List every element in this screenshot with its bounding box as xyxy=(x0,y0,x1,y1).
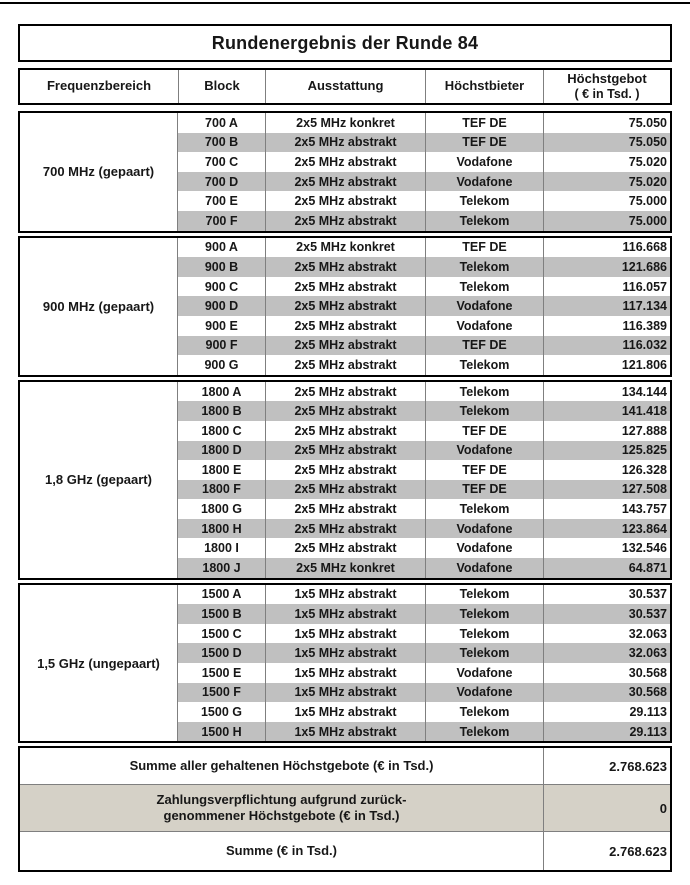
block-cell: 1500 E xyxy=(201,665,242,680)
band-rows xyxy=(178,382,670,578)
summary-label: Zahlungsverpflichtung aufgrund zurück- genommener Höchstgebote (€ in Tsd.) xyxy=(156,791,407,824)
bidder-cell: TEF DE xyxy=(425,113,543,133)
bid-cell: 32.063 xyxy=(543,624,670,644)
block-cell: 700 F xyxy=(205,213,238,228)
table-row xyxy=(178,211,670,231)
block-cell: 900 D xyxy=(204,299,239,314)
ausstattung-cell: 2x5 MHz abstrakt xyxy=(265,480,425,500)
summary-value: 0 xyxy=(543,785,670,831)
bidder-cell: Telekom xyxy=(425,355,543,375)
block-cell: 1800 G xyxy=(200,502,242,517)
table-row xyxy=(178,538,670,558)
ausstattung-cell: 1x5 MHz abstrakt xyxy=(265,702,425,722)
bid-cell: 127.888 xyxy=(543,421,670,441)
block-cell: 1800 J xyxy=(202,560,241,575)
block-cell: 700 C xyxy=(204,154,239,169)
ausstattung-cell: 1x5 MHz abstrakt xyxy=(265,604,425,624)
bidder-cell: Vodafone xyxy=(425,663,543,683)
bid-cell: 29.113 xyxy=(543,722,670,742)
bid-cell: 64.871 xyxy=(543,558,670,578)
block-cell: 1800 B xyxy=(201,404,242,419)
ausstattung-cell: 2x5 MHz abstrakt xyxy=(265,538,425,558)
ausstattung-cell: 2x5 MHz abstrakt xyxy=(265,519,425,539)
table-row xyxy=(178,702,670,722)
band-sections xyxy=(18,111,672,743)
summary-box xyxy=(18,746,672,872)
bidder-cell: Telekom xyxy=(425,624,543,644)
ausstattung-cell: 2x5 MHz abstrakt xyxy=(265,316,425,336)
ausstattung-cell: 1x5 MHz abstrakt xyxy=(265,663,425,683)
band-section xyxy=(18,583,672,744)
table-row xyxy=(178,257,670,277)
ausstattung-cell: 2x5 MHz abstrakt xyxy=(265,296,425,316)
ausstattung-cell: 2x5 MHz abstrakt xyxy=(265,277,425,297)
block-cell: 1500 H xyxy=(201,724,242,739)
block-cell: 1500 C xyxy=(201,626,242,641)
column-header-hoechstgebot: Höchstgebot ( € in Tsd. ) xyxy=(543,70,670,103)
page-top-rule xyxy=(0,2,690,4)
bidder-cell: Telekom xyxy=(425,722,543,742)
ausstattung-cell: 1x5 MHz abstrakt xyxy=(265,624,425,644)
table-row xyxy=(178,499,670,519)
table-row xyxy=(178,441,670,461)
summary-value: 2.768.623 xyxy=(543,832,670,870)
results-report xyxy=(18,24,672,872)
bidder-cell: Telekom xyxy=(425,702,543,722)
ausstattung-cell: 2x5 MHz abstrakt xyxy=(265,382,425,402)
block-cell: 700 E xyxy=(205,194,238,209)
column-header-hoechstbieter: Höchstbieter xyxy=(425,70,543,103)
block-cell: 1800 F xyxy=(202,482,241,497)
ausstattung-cell: 1x5 MHz abstrakt xyxy=(265,722,425,742)
bid-cell: 75.050 xyxy=(543,133,670,153)
table-row xyxy=(178,152,670,172)
bidder-cell: Telekom xyxy=(425,191,543,211)
bid-cell: 75.000 xyxy=(543,211,670,231)
bidder-cell: TEF DE xyxy=(425,421,543,441)
bid-cell: 116.389 xyxy=(543,316,670,336)
table-row xyxy=(178,401,670,421)
bidder-cell: Telekom xyxy=(425,499,543,519)
bidder-cell: Vodafone xyxy=(425,683,543,703)
column-header-frequenzbereich: Frequenzbereich xyxy=(46,78,152,94)
block-cell: 700 D xyxy=(204,174,239,189)
ausstattung-cell: 2x5 MHz abstrakt xyxy=(265,401,425,421)
table-row xyxy=(178,277,670,297)
table-row xyxy=(178,643,670,663)
band-rows xyxy=(178,113,670,231)
bidder-cell: Telekom xyxy=(425,604,543,624)
bidder-cell: Telekom xyxy=(425,257,543,277)
bid-cell: 117.134 xyxy=(543,296,670,316)
bidder-cell: Vodafone xyxy=(425,296,543,316)
page-title: Rundenergebnis der Runde 84 xyxy=(211,32,479,53)
block-cell: 900 E xyxy=(205,318,238,333)
summary-row xyxy=(20,748,670,784)
summary-row xyxy=(20,831,670,870)
bidder-cell: Telekom xyxy=(425,585,543,605)
ausstattung-cell: 1x5 MHz abstrakt xyxy=(265,585,425,605)
bid-cell: 30.568 xyxy=(543,683,670,703)
table-row xyxy=(178,722,670,742)
frequency-band-label: 1,8 GHz (gepaart) xyxy=(20,382,178,578)
block-cell: 700 B xyxy=(204,135,239,150)
bidder-cell: TEF DE xyxy=(425,480,543,500)
table-row xyxy=(178,316,670,336)
ausstattung-cell: 2x5 MHz abstrakt xyxy=(265,133,425,153)
bidder-cell: Telekom xyxy=(425,382,543,402)
bid-cell: 30.537 xyxy=(543,604,670,624)
bidder-cell: Vodafone xyxy=(425,519,543,539)
bidder-cell: Vodafone xyxy=(425,441,543,461)
bidder-cell: TEF DE xyxy=(425,133,543,153)
band-rows xyxy=(178,585,670,742)
ausstattung-cell: 2x5 MHz abstrakt xyxy=(265,460,425,480)
table-row xyxy=(178,683,670,703)
bid-cell: 29.113 xyxy=(543,702,670,722)
summary-label: Summe (€ in Tsd.) xyxy=(226,842,337,858)
column-header-block: Block xyxy=(178,70,265,103)
block-cell: 1800 H xyxy=(201,521,242,536)
table-header xyxy=(18,68,672,105)
bid-cell: 132.546 xyxy=(543,538,670,558)
column-header-ausstattung: Ausstattung xyxy=(265,70,425,103)
block-cell: 1500 A xyxy=(201,587,242,602)
bid-cell: 116.032 xyxy=(543,336,670,356)
table-row xyxy=(178,421,670,441)
ausstattung-cell: 1x5 MHz abstrakt xyxy=(265,683,425,703)
bid-cell: 116.057 xyxy=(543,277,670,297)
ausstattung-cell: 2x5 MHz konkret xyxy=(265,113,425,133)
bid-cell: 30.568 xyxy=(543,663,670,683)
table-row xyxy=(178,382,670,402)
bid-cell: 134.144 xyxy=(543,382,670,402)
table-row xyxy=(178,558,670,578)
bidder-cell: Vodafone xyxy=(425,538,543,558)
band-section xyxy=(18,111,672,233)
block-cell: 1800 E xyxy=(201,462,242,477)
bid-cell: 127.508 xyxy=(543,480,670,500)
summary-row xyxy=(20,784,670,831)
block-cell: 900 F xyxy=(205,338,238,353)
ausstattung-cell: 2x5 MHz abstrakt xyxy=(265,191,425,211)
table-row xyxy=(178,336,670,356)
bid-cell: 75.020 xyxy=(543,152,670,172)
table-row xyxy=(178,133,670,153)
band-section xyxy=(18,236,672,377)
table-row xyxy=(178,172,670,192)
bid-cell: 141.418 xyxy=(543,401,670,421)
bid-cell: 143.757 xyxy=(543,499,670,519)
block-cell: 1500 F xyxy=(202,685,241,700)
table-row xyxy=(178,191,670,211)
block-cell: 1500 G xyxy=(200,705,242,720)
table-row xyxy=(178,585,670,605)
bid-cell: 121.806 xyxy=(543,355,670,375)
bidder-cell: Telekom xyxy=(425,211,543,231)
bidder-cell: TEF DE xyxy=(425,460,543,480)
bid-cell: 75.050 xyxy=(543,113,670,133)
bidder-cell: Telekom xyxy=(425,401,543,421)
bid-cell: 75.020 xyxy=(543,172,670,192)
ausstattung-cell: 2x5 MHz abstrakt xyxy=(265,355,425,375)
block-cell: 1800 C xyxy=(201,423,242,438)
bidder-cell: Telekom xyxy=(425,277,543,297)
ausstattung-cell: 2x5 MHz abstrakt xyxy=(265,172,425,192)
table-row xyxy=(178,663,670,683)
bid-cell: 32.063 xyxy=(543,643,670,663)
bidder-cell: Vodafone xyxy=(425,152,543,172)
frequency-band-label: 1,5 GHz (ungepaart) xyxy=(20,585,178,742)
block-cell: 1500 B xyxy=(201,607,242,622)
table-row xyxy=(178,113,670,133)
block-cell: 900 G xyxy=(204,357,239,372)
summary-value: 2.768.623 xyxy=(543,748,670,784)
block-cell: 900 C xyxy=(204,279,239,294)
table-row xyxy=(178,624,670,644)
bid-cell: 125.825 xyxy=(543,441,670,461)
title-box xyxy=(18,24,672,62)
bid-cell: 116.668 xyxy=(543,238,670,258)
block-cell: 1800 I xyxy=(204,541,239,556)
ausstattung-cell: 2x5 MHz abstrakt xyxy=(265,441,425,461)
table-row xyxy=(178,604,670,624)
block-cell: 1800 D xyxy=(201,443,242,458)
ausstattung-cell: 2x5 MHz abstrakt xyxy=(265,152,425,172)
block-cell: 700 A xyxy=(205,115,238,130)
bidder-cell: Vodafone xyxy=(425,172,543,192)
bid-cell: 123.864 xyxy=(543,519,670,539)
bid-cell: 30.537 xyxy=(543,585,670,605)
table-row xyxy=(178,460,670,480)
ausstattung-cell: 2x5 MHz abstrakt xyxy=(265,211,425,231)
table-row xyxy=(178,296,670,316)
table-row xyxy=(178,355,670,375)
block-cell: 900 A xyxy=(205,240,238,255)
ausstattung-cell: 2x5 MHz abstrakt xyxy=(265,499,425,519)
bidder-cell: Telekom xyxy=(425,643,543,663)
table-row xyxy=(178,238,670,258)
ausstattung-cell: 2x5 MHz abstrakt xyxy=(265,421,425,441)
block-cell: 1800 A xyxy=(201,384,242,399)
table-row xyxy=(178,480,670,500)
summary-label: Summe aller gehaltenen Höchstgebote (€ in Tsd.) xyxy=(129,757,434,773)
bidder-cell: TEF DE xyxy=(425,336,543,356)
ausstattung-cell: 2x5 MHz abstrakt xyxy=(265,336,425,356)
bid-cell: 75.000 xyxy=(543,191,670,211)
bid-cell: 126.328 xyxy=(543,460,670,480)
ausstattung-cell: 2x5 MHz konkret xyxy=(265,238,425,258)
bidder-cell: TEF DE xyxy=(425,238,543,258)
bidder-cell: Vodafone xyxy=(425,558,543,578)
frequency-band-label: 700 MHz (gepaart) xyxy=(20,113,178,231)
block-cell: 900 B xyxy=(204,259,239,274)
ausstattung-cell: 1x5 MHz abstrakt xyxy=(265,643,425,663)
ausstattung-cell: 2x5 MHz konkret xyxy=(265,558,425,578)
table-row xyxy=(178,519,670,539)
frequency-band-label: 900 MHz (gepaart) xyxy=(20,238,178,375)
band-rows xyxy=(178,238,670,375)
bid-cell: 121.686 xyxy=(543,257,670,277)
bidder-cell: Vodafone xyxy=(425,316,543,336)
ausstattung-cell: 2x5 MHz abstrakt xyxy=(265,257,425,277)
band-section xyxy=(18,380,672,580)
block-cell: 1500 D xyxy=(201,646,242,661)
